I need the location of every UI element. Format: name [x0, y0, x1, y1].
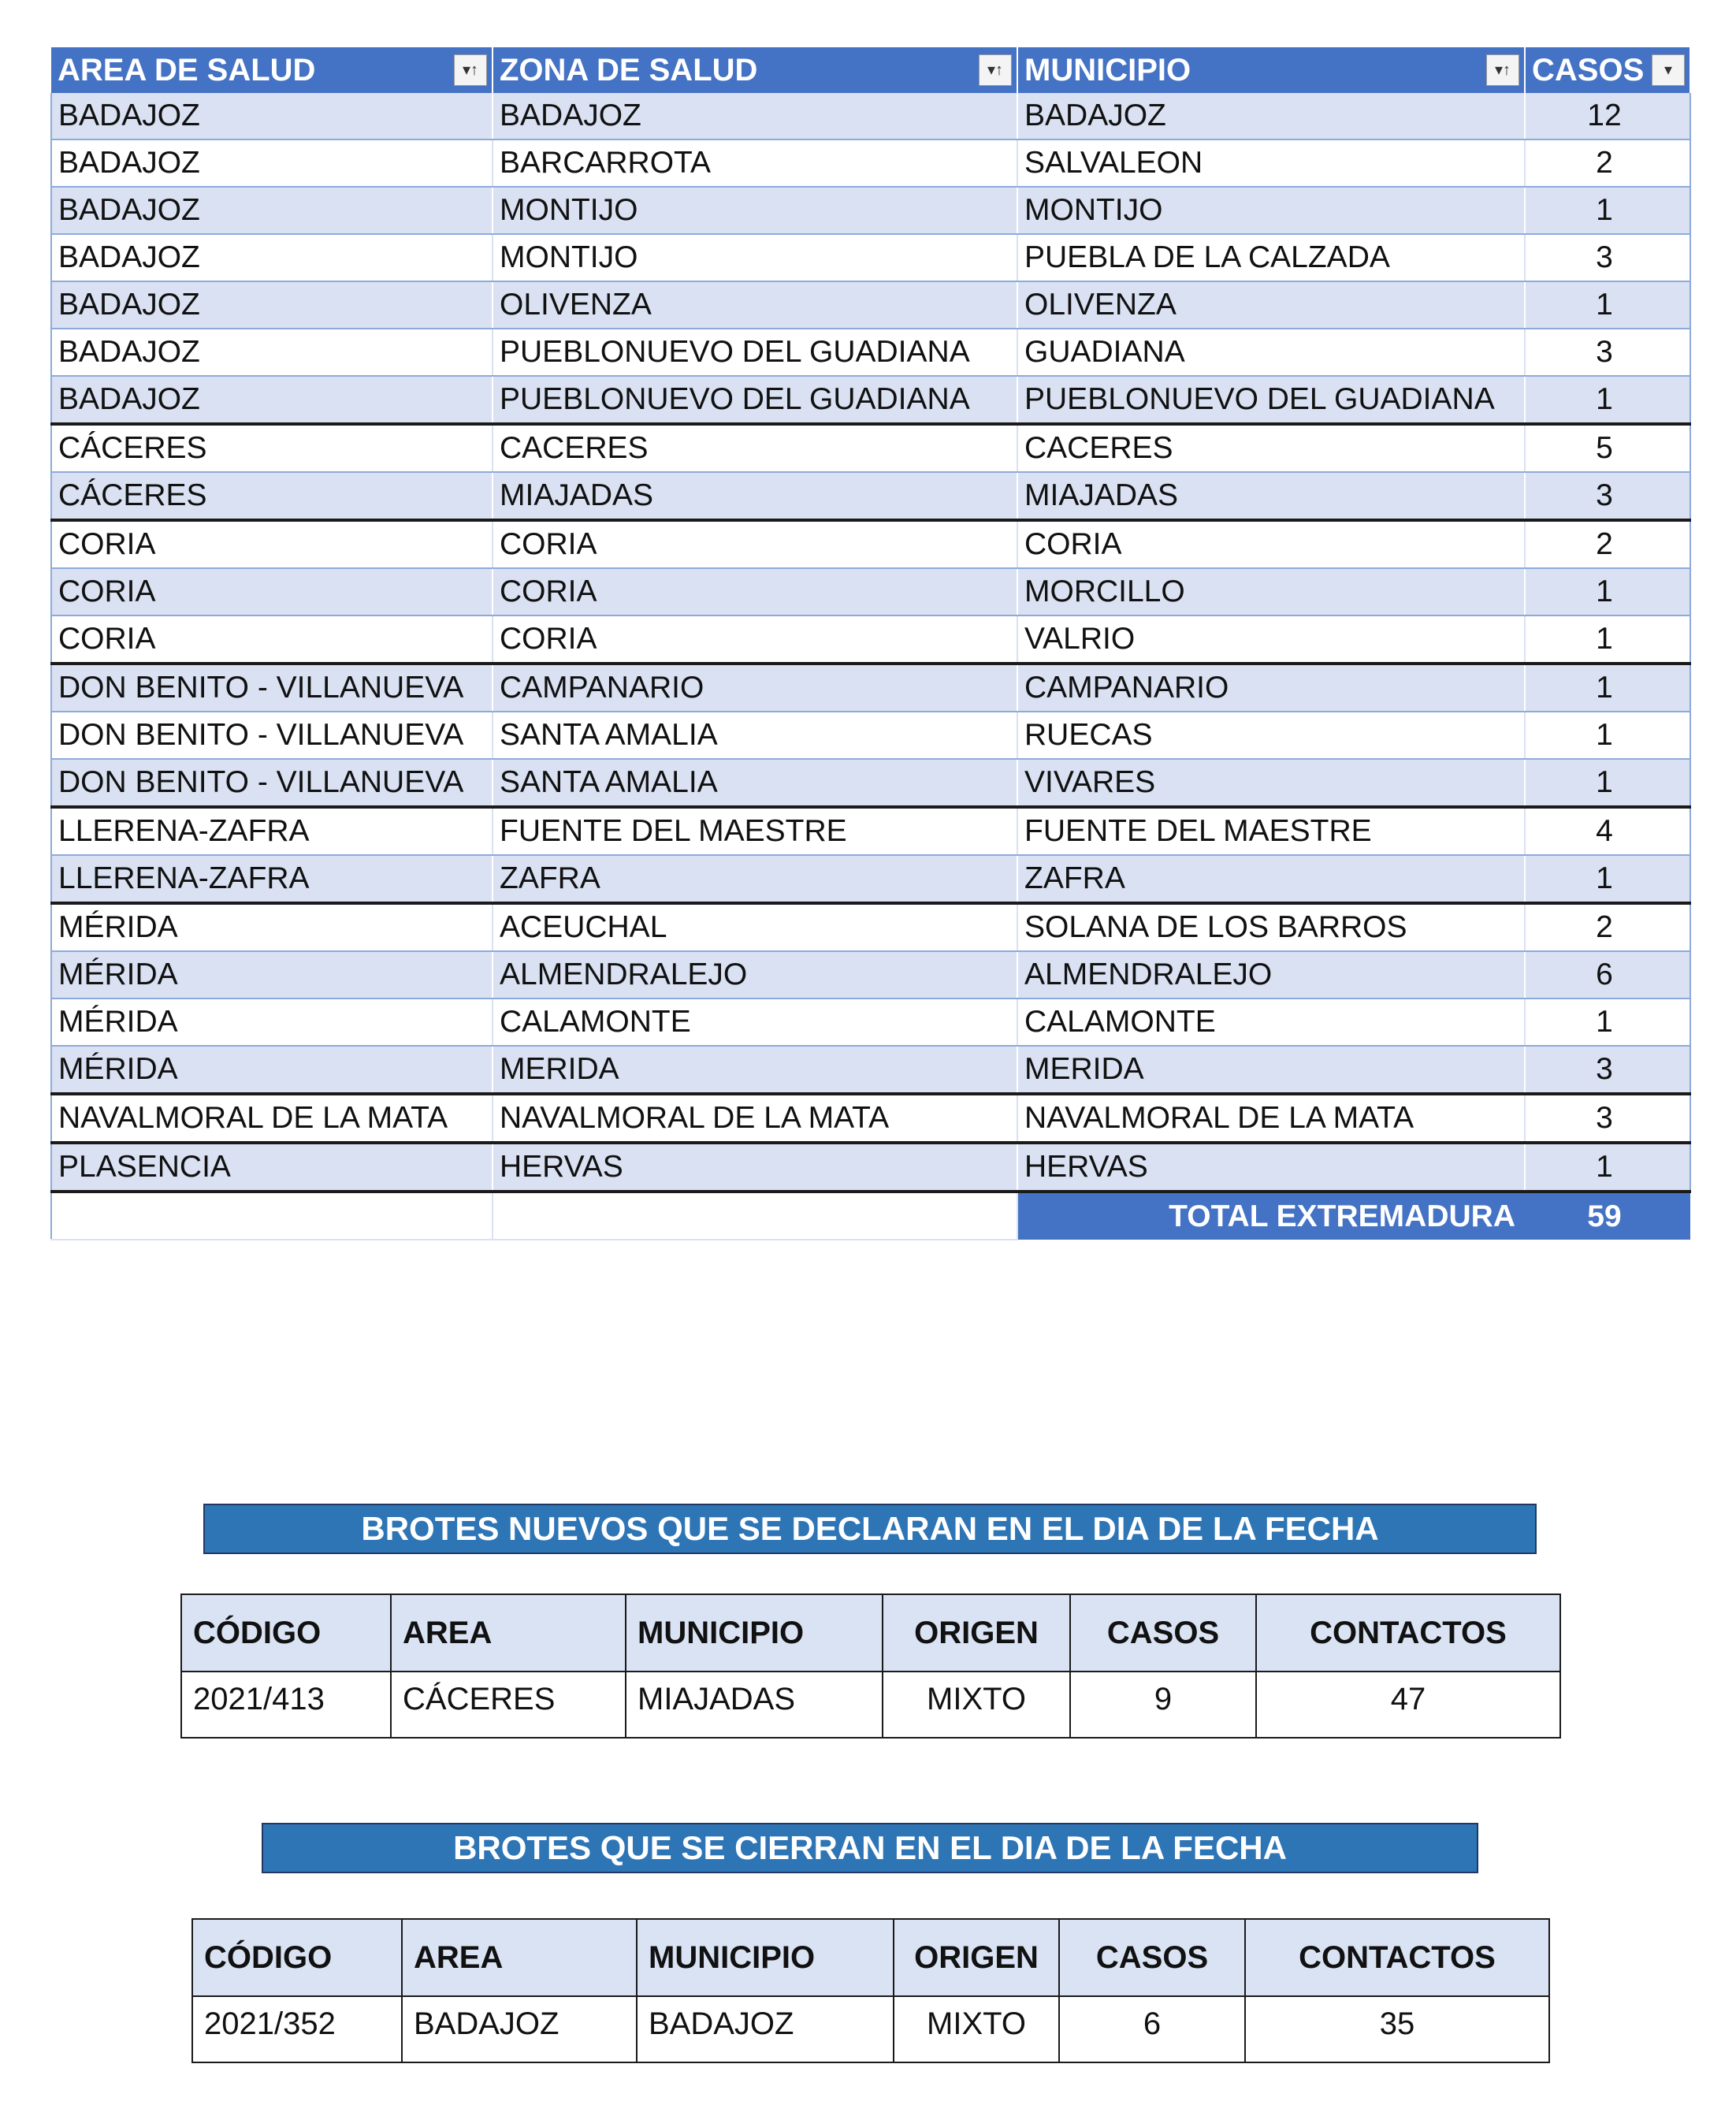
cell-casos: 1	[1525, 759, 1690, 807]
col-header-area: AREA	[402, 1919, 637, 1996]
sort-filter-icon[interactable]: ▾↑	[979, 54, 1012, 86]
outbreak-casos: 6	[1059, 1996, 1245, 2062]
total-row	[51, 1192, 1690, 1240]
cell-area: MÉRIDA	[51, 951, 493, 998]
table-row	[51, 855, 1690, 903]
col-header-municipio: MUNICIPIO	[626, 1594, 883, 1672]
cell-municipio: RUECAS	[1017, 712, 1525, 759]
cell-zona: SANTA AMALIA	[493, 759, 1017, 807]
cell-municipio: OLIVENZA	[1017, 281, 1525, 329]
closed-outbreaks-table	[191, 1918, 1550, 2063]
cell-zona: MERIDA	[493, 1046, 1017, 1094]
cell-area: NAVALMORAL DE LA MATA	[51, 1094, 493, 1143]
cell-zona: CORIA	[493, 520, 1017, 568]
cases-header-row	[51, 47, 1690, 93]
cell-zona: BADAJOZ	[493, 93, 1017, 139]
cell-casos: 5	[1525, 424, 1690, 472]
cell-area: CÁCERES	[51, 424, 493, 472]
empty-cell	[51, 1192, 493, 1240]
cell-zona: OLIVENZA	[493, 281, 1017, 329]
cell-area: CORIA	[51, 615, 493, 664]
header-zona-label: ZONA DE SALUD	[500, 52, 758, 87]
table-row	[51, 615, 1690, 664]
cell-casos: 1	[1525, 1143, 1690, 1192]
cell-area: LLERENA-ZAFRA	[51, 855, 493, 903]
cell-municipio: CALAMONTE	[1017, 998, 1525, 1046]
cell-casos: 1	[1525, 568, 1690, 615]
cell-casos: 1	[1525, 664, 1690, 712]
cell-casos: 1	[1525, 615, 1690, 664]
cases-table	[50, 47, 1691, 1240]
cell-area: BADAJOZ	[51, 329, 493, 376]
cell-municipio: PUEBLONUEVO DEL GUADIANA	[1017, 376, 1525, 424]
table-row	[51, 1143, 1690, 1192]
outbreak-origen: MIXTO	[883, 1672, 1070, 1738]
cell-area: MÉRIDA	[51, 998, 493, 1046]
cell-casos: 2	[1525, 520, 1690, 568]
cell-casos: 3	[1525, 1094, 1690, 1143]
cell-casos: 6	[1525, 951, 1690, 998]
cell-zona: CORIA	[493, 615, 1017, 664]
cell-zona: ACEUCHAL	[493, 903, 1017, 951]
cell-municipio: BADAJOZ	[1017, 93, 1525, 139]
cell-municipio: SALVALEON	[1017, 139, 1525, 187]
cell-zona: CACERES	[493, 424, 1017, 472]
col-header-codigo: CÓDIGO	[192, 1919, 402, 1996]
table-row	[51, 712, 1690, 759]
cell-zona: NAVALMORAL DE LA MATA	[493, 1094, 1017, 1143]
cell-casos: 2	[1525, 139, 1690, 187]
cell-zona: CALAMONTE	[493, 998, 1017, 1046]
cell-zona: CAMPANARIO	[493, 664, 1017, 712]
col-header-contactos: CONTACTOS	[1245, 1919, 1549, 1996]
cell-municipio: FUENTE DEL MAESTRE	[1017, 807, 1525, 855]
cell-area: BADAJOZ	[51, 234, 493, 281]
col-header-origen: ORIGEN	[883, 1594, 1070, 1672]
outbreak-codigo: 2021/352	[192, 1996, 402, 2062]
header-casos[interactable]	[1525, 47, 1690, 93]
cell-casos: 1	[1525, 855, 1690, 903]
table-row	[51, 664, 1690, 712]
cell-municipio: SOLANA DE LOS BARROS	[1017, 903, 1525, 951]
cell-area: DON BENITO - VILLANUEVA	[51, 759, 493, 807]
cell-municipio: MORCILLO	[1017, 568, 1525, 615]
cell-zona: MONTIJO	[493, 187, 1017, 234]
cell-area: BADAJOZ	[51, 139, 493, 187]
cell-municipio: MONTIJO	[1017, 187, 1525, 234]
cell-zona: PUEBLONUEVO DEL GUADIANA	[493, 329, 1017, 376]
cell-municipio: CORIA	[1017, 520, 1525, 568]
table-row	[51, 568, 1690, 615]
cell-casos: 1	[1525, 998, 1690, 1046]
cell-zona: FUENTE DEL MAESTRE	[493, 807, 1017, 855]
cell-zona: MONTIJO	[493, 234, 1017, 281]
table-row	[51, 807, 1690, 855]
table-row	[51, 234, 1690, 281]
outbreak-codigo: 2021/413	[181, 1672, 391, 1738]
table-row	[51, 139, 1690, 187]
outbreak-contactos: 47	[1256, 1672, 1560, 1738]
cell-municipio: MERIDA	[1017, 1046, 1525, 1094]
col-header-codigo: CÓDIGO	[181, 1594, 391, 1672]
cell-zona: PUEBLONUEVO DEL GUADIANA	[493, 376, 1017, 424]
cell-casos: 2	[1525, 903, 1690, 951]
table-row	[51, 187, 1690, 234]
cell-zona: BARCARROTA	[493, 139, 1017, 187]
cell-zona: SANTA AMALIA	[493, 712, 1017, 759]
cell-area: BADAJOZ	[51, 187, 493, 234]
cell-casos: 1	[1525, 187, 1690, 234]
cell-area: CÁCERES	[51, 472, 493, 520]
table-row	[51, 93, 1690, 139]
header-municipio-label: MUNICIPIO	[1024, 52, 1191, 87]
table-row	[51, 1046, 1690, 1094]
cell-area: BADAJOZ	[51, 376, 493, 424]
col-header-municipio: MUNICIPIO	[637, 1919, 894, 1996]
table-row	[51, 951, 1690, 998]
total-label: TOTAL EXTREMADURA	[1017, 1192, 1525, 1240]
outbreak-row	[181, 1672, 1560, 1738]
col-header-casos: CASOS	[1059, 1919, 1245, 1996]
outbreak-casos: 9	[1070, 1672, 1256, 1738]
empty-cell	[493, 1192, 1017, 1240]
cell-zona: CORIA	[493, 568, 1017, 615]
cell-area: PLASENCIA	[51, 1143, 493, 1192]
table-row	[51, 329, 1690, 376]
table-row	[51, 281, 1690, 329]
outbreak-municipio: BADAJOZ	[637, 1996, 894, 2062]
cell-casos: 4	[1525, 807, 1690, 855]
cell-municipio: MIAJADAS	[1017, 472, 1525, 520]
new-outbreaks-title: BROTES NUEVOS QUE SE DECLARAN EN EL DIA DE LA FECHA	[203, 1504, 1537, 1554]
outbreak-municipio: MIAJADAS	[626, 1672, 883, 1738]
total-value: 59	[1525, 1192, 1690, 1240]
cell-municipio: PUEBLA DE LA CALZADA	[1017, 234, 1525, 281]
cell-area: LLERENA-ZAFRA	[51, 807, 493, 855]
cell-municipio: VALRIO	[1017, 615, 1525, 664]
outbreak-area: CÁCERES	[391, 1672, 626, 1738]
new-outbreaks-table	[180, 1594, 1561, 1739]
header-area-de-salud[interactable]	[51, 47, 493, 93]
closed-outbreaks-header-row	[192, 1919, 1549, 1996]
cell-casos: 3	[1525, 234, 1690, 281]
table-row	[51, 998, 1690, 1046]
table-row	[51, 424, 1690, 472]
sort-filter-icon[interactable]: ▾↑	[454, 54, 487, 86]
cell-area: CORIA	[51, 568, 493, 615]
outbreak-origen: MIXTO	[894, 1996, 1059, 2062]
cell-casos: 1	[1525, 281, 1690, 329]
cell-municipio: HERVAS	[1017, 1143, 1525, 1192]
cell-municipio: CAMPANARIO	[1017, 664, 1525, 712]
header-municipio[interactable]	[1017, 47, 1525, 93]
table-row	[51, 472, 1690, 520]
closed-outbreaks-title: BROTES QUE SE CIERRAN EN EL DIA DE LA FECHA	[262, 1823, 1478, 1873]
outbreak-contactos: 35	[1245, 1996, 1549, 2062]
cell-area: BADAJOZ	[51, 93, 493, 139]
outbreak-row	[192, 1996, 1549, 2062]
cell-area: DON BENITO - VILLANUEVA	[51, 664, 493, 712]
cell-municipio: ZAFRA	[1017, 855, 1525, 903]
cell-zona: HERVAS	[493, 1143, 1017, 1192]
filter-dropdown-icon[interactable]: ▾	[1652, 54, 1685, 86]
cell-casos: 3	[1525, 472, 1690, 520]
cell-zona: MIAJADAS	[493, 472, 1017, 520]
col-header-casos: CASOS	[1070, 1594, 1256, 1672]
cell-municipio: ALMENDRALEJO	[1017, 951, 1525, 998]
col-header-contactos: CONTACTOS	[1256, 1594, 1560, 1672]
cell-zona: ZAFRA	[493, 855, 1017, 903]
cell-municipio: VIVARES	[1017, 759, 1525, 807]
table-row	[51, 520, 1690, 568]
cell-municipio: GUADIANA	[1017, 329, 1525, 376]
col-header-area: AREA	[391, 1594, 626, 1672]
cell-area: MÉRIDA	[51, 903, 493, 951]
header-area-label: AREA DE SALUD	[58, 52, 316, 87]
new-outbreaks-header-row	[181, 1594, 1560, 1672]
cell-area: BADAJOZ	[51, 281, 493, 329]
cell-casos: 1	[1525, 712, 1690, 759]
table-row	[51, 1094, 1690, 1143]
cell-zona: ALMENDRALEJO	[493, 951, 1017, 998]
cases-body	[51, 93, 1690, 1240]
cell-casos: 1	[1525, 376, 1690, 424]
col-header-origen: ORIGEN	[894, 1919, 1059, 1996]
cell-casos: 12	[1525, 93, 1690, 139]
cell-area: CORIA	[51, 520, 493, 568]
cell-casos: 3	[1525, 329, 1690, 376]
sort-filter-icon[interactable]: ▾↑	[1486, 54, 1519, 86]
outbreak-area: BADAJOZ	[402, 1996, 637, 2062]
table-row	[51, 376, 1690, 424]
header-zona-de-salud[interactable]	[493, 47, 1017, 93]
cell-municipio: NAVALMORAL DE LA MATA	[1017, 1094, 1525, 1143]
table-row	[51, 903, 1690, 951]
cell-casos: 3	[1525, 1046, 1690, 1094]
cell-area: DON BENITO - VILLANUEVA	[51, 712, 493, 759]
header-casos-label: CASOS	[1532, 52, 1645, 87]
cell-municipio: CACERES	[1017, 424, 1525, 472]
cell-area: MÉRIDA	[51, 1046, 493, 1094]
table-row	[51, 759, 1690, 807]
